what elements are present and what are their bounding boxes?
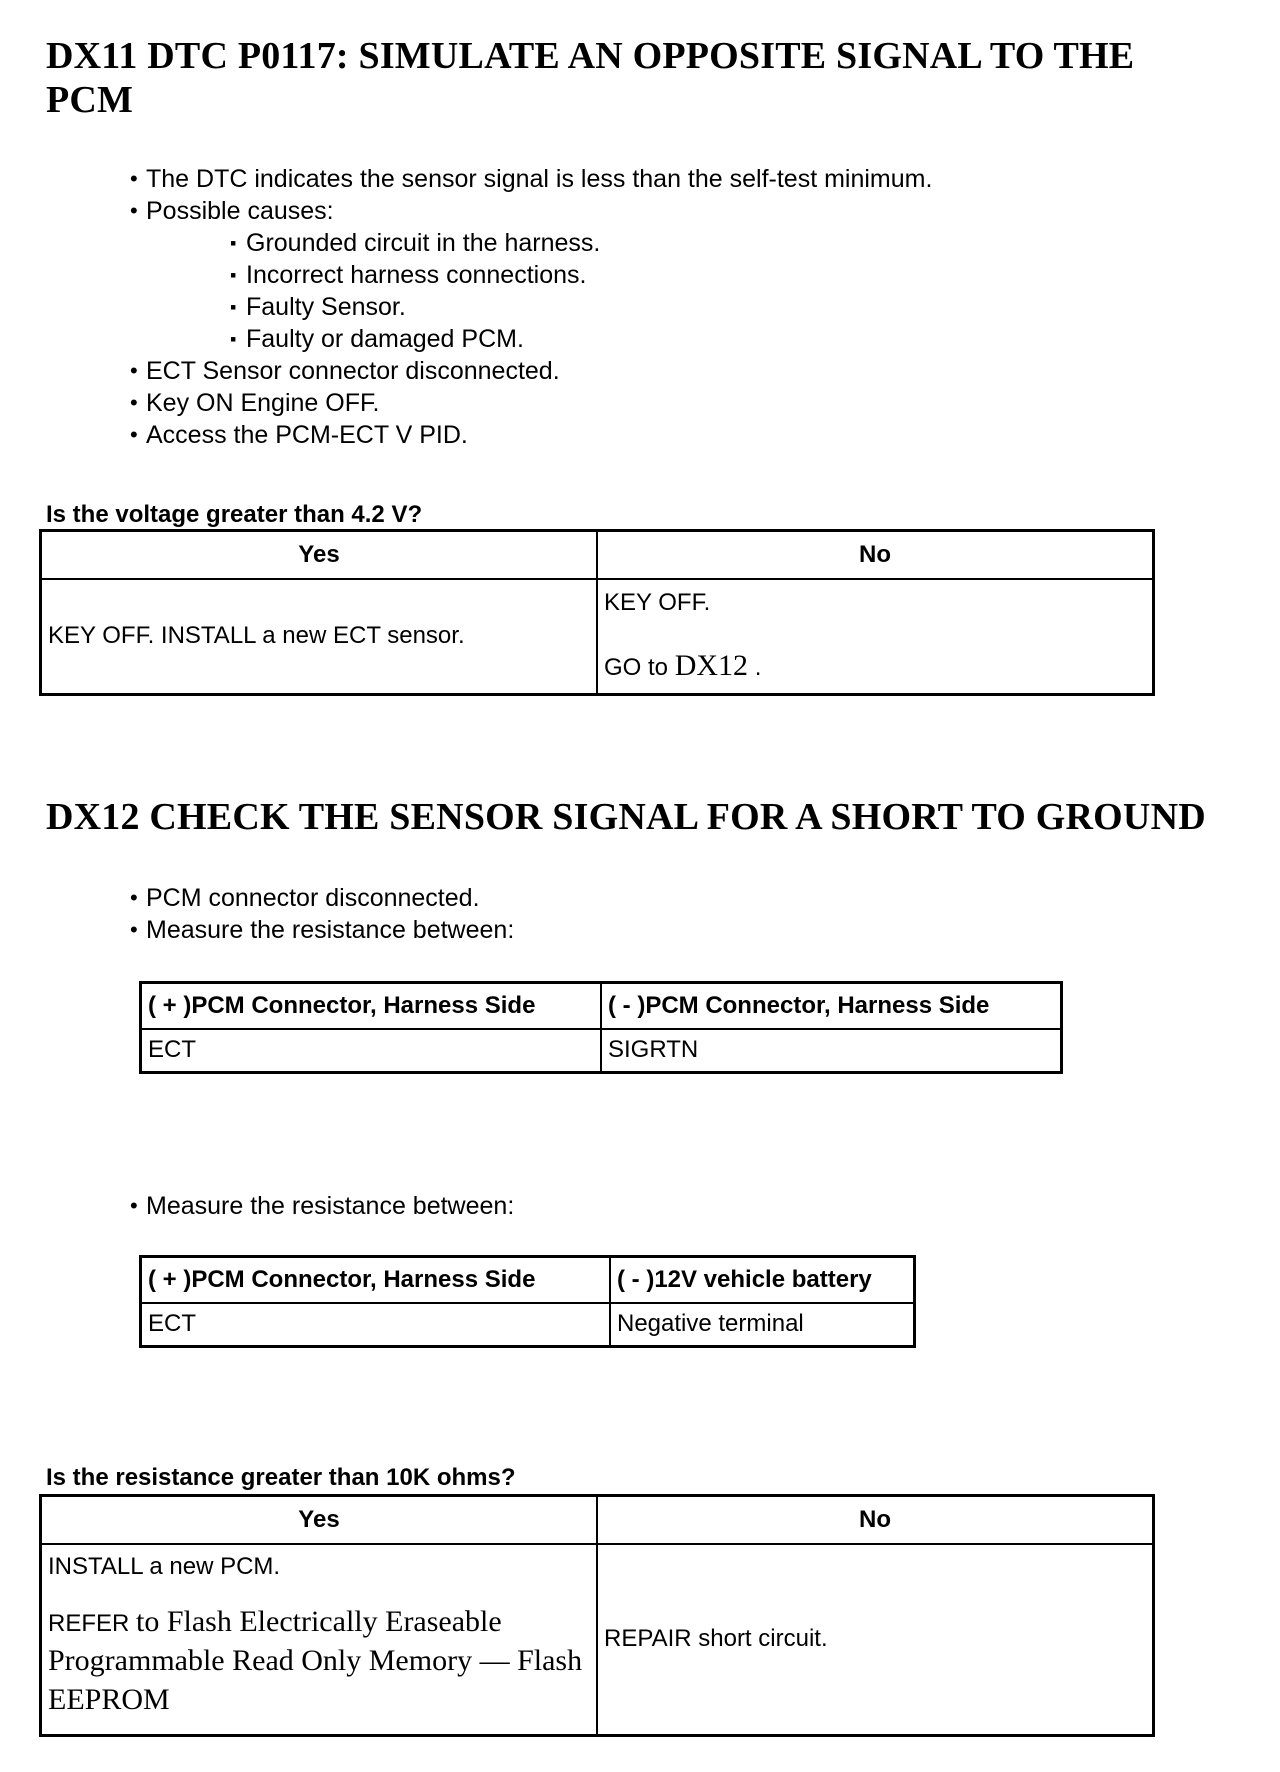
table-cell: Negative terminal xyxy=(610,1303,915,1347)
no-header: No xyxy=(597,531,1154,579)
yes-header: Yes xyxy=(41,1496,598,1544)
table-cell: ECT xyxy=(141,1303,611,1347)
go-to-line: GO to DX12 . xyxy=(604,649,762,683)
dx11-title: DX11 DTC P0117: SIMULATE AN OPPOSITE SIGNAL TO THE PCM xyxy=(46,35,1135,121)
yes-cell: KEY OFF. INSTALL a new ECT sensor. xyxy=(41,579,598,695)
list-item: • PCM connector disconnected. xyxy=(130,882,1130,914)
dx12-step-2 xyxy=(130,1190,1130,1222)
dx11-steps xyxy=(130,163,1230,451)
table-header: ( + )PCM Connector, Harness Side xyxy=(141,983,602,1029)
table-header: ( - )PCM Connector, Harness Side xyxy=(601,983,1062,1029)
dx12-link[interactable]: DX12 xyxy=(674,649,749,683)
dx12-title: DX12 CHECK THE SENSOR SIGNAL FOR A SHORT TO GROUND xyxy=(46,796,1206,838)
resistance-table-2 xyxy=(139,1255,916,1348)
no-line: KEY OFF. xyxy=(604,589,711,617)
table-cell: ECT xyxy=(141,1029,602,1073)
flash-eeprom-link[interactable]: to Flash Electrically Eraseable Programmable Read Only Memory — Flash EEPROM xyxy=(48,1604,583,1716)
dx12-decision-table xyxy=(39,1494,1155,1737)
refer-text: REFER to Flash Electrically Eraseable Programmable Read Only Memory — Flash EEPROM xyxy=(48,1604,583,1716)
dx11-decision-table xyxy=(39,529,1155,696)
list-item: ▪ Faulty or damaged PCM. xyxy=(230,323,1230,355)
list-item: ▪ Grounded circuit in the harness. xyxy=(230,227,1230,259)
dx12-steps xyxy=(130,882,1130,946)
table-cell: SIGRTN xyxy=(601,1029,1062,1073)
no-cell: REPAIR short circuit. xyxy=(597,1544,1154,1736)
yes-header: Yes xyxy=(41,531,598,579)
table-header: ( + )PCM Connector, Harness Side xyxy=(141,1257,611,1303)
list-item: • The DTC indicates the sensor signal is less than the self-test minimum. xyxy=(130,163,1230,195)
no-cell xyxy=(597,579,1154,695)
list-item: • Key ON Engine OFF. xyxy=(130,387,1230,419)
list-item: • Measure the resistance between: xyxy=(130,914,1130,946)
no-header: No xyxy=(597,1496,1154,1544)
list-item: ▪ Incorrect harness connections. xyxy=(230,259,1230,291)
list-item: • Possible causes: xyxy=(130,195,1230,227)
list-item: ▪ Faulty Sensor. xyxy=(230,291,1230,323)
dx11-question: Is the voltage greater than 4.2 V? xyxy=(46,501,423,528)
yes-cell xyxy=(41,1544,598,1736)
resistance-table-1 xyxy=(139,981,1063,1074)
dx12-question: Is the resistance greater than 10K ohms? xyxy=(46,1464,516,1491)
list-item: • Access the PCM-ECT V PID. xyxy=(130,419,1230,451)
yes-line: INSTALL a new PCM. xyxy=(48,1552,281,1580)
list-item: • ECT Sensor connector disconnected. xyxy=(130,355,1230,387)
possible-causes-list xyxy=(230,227,1230,355)
table-header: ( - )12V vehicle battery xyxy=(610,1257,915,1303)
list-item: • Measure the resistance between: xyxy=(130,1190,1130,1222)
